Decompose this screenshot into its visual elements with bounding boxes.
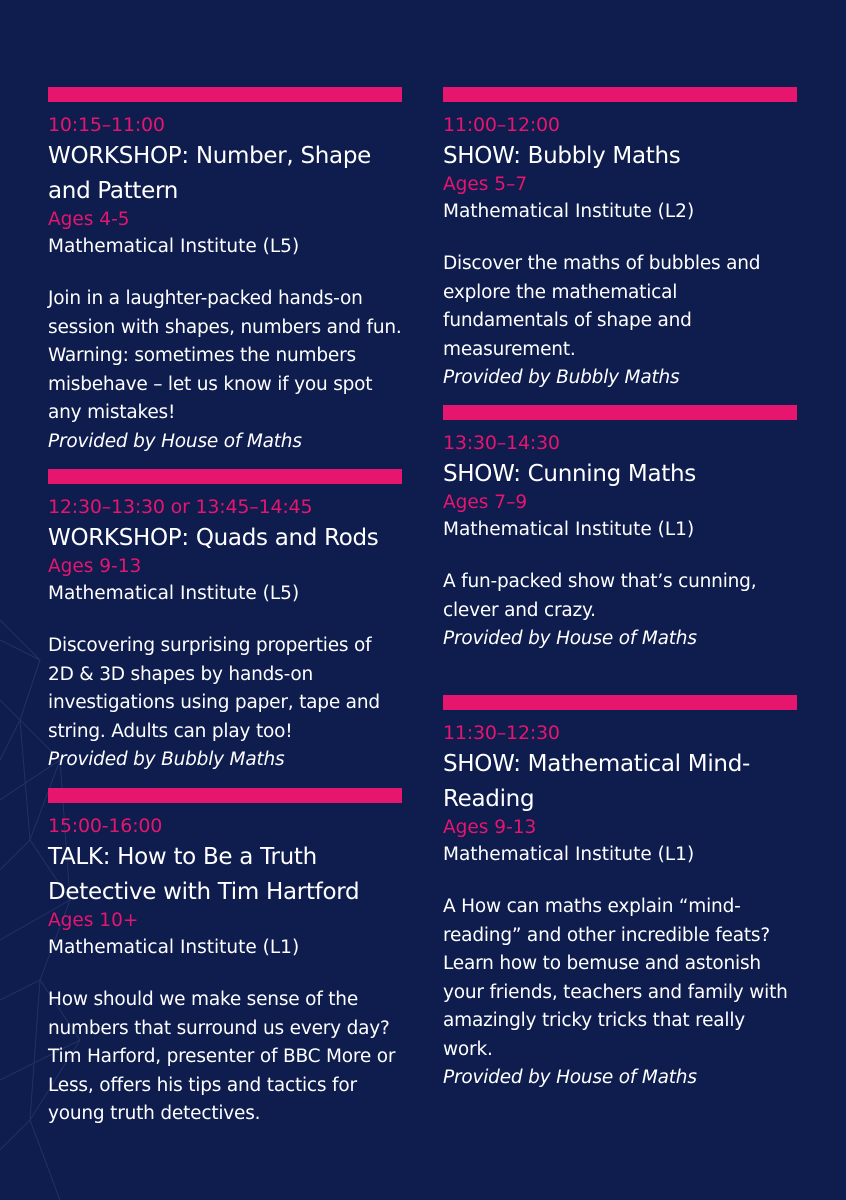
event-description: A How can maths explain “mind-reading” and other incredible feats? Learn how to bemuse and astonish your friends, teachers and family with amazingly tricky tricks that really work. — [443, 896, 788, 1060]
event-description: How should we make sense of the numbers that surround us every day? Tim Harford, presenter of BBC More or Less, offers his tips and tactics for young truth detectives. — [48, 989, 396, 1124]
event-title: WORKSHOP: Number, Shape and Pattern — [48, 143, 371, 204]
event-description: A fun-packed show that’s cunning, clever and crazy. — [443, 571, 757, 621]
event-provider: Provided by House of Maths — [443, 628, 697, 649]
event-provider: Provided by Bubbly Maths — [443, 367, 680, 388]
event-provider: Provided by House of Maths — [443, 1067, 697, 1088]
event-title: SHOW: Mathematical Mind-Reading — [443, 751, 750, 812]
event-venue: Mathematical Institute (L5) — [48, 583, 300, 604]
event-description: Discovering surprising properties of 2D & 3D shapes by hands-on investigations using paper, tape and string. Adults can play too! — [48, 635, 380, 742]
event-card — [48, 788, 402, 1129]
event-ages: Ages 9-13 — [443, 817, 537, 838]
event-description: Join in a laughter-packed hands-on session with shapes, numbers and fun. Warning: sometimes the numbers misbehave – let us know if you spot any mistakes! — [48, 288, 402, 423]
event-venue: Mathematical Institute (L1) — [443, 844, 695, 865]
divider-bar — [48, 87, 402, 102]
event-time: 12:30–13:30 or 13:45–14:45 — [48, 496, 313, 518]
event-card — [48, 87, 402, 456]
event-ages: Ages 7–9 — [443, 492, 528, 513]
event-title: TALK: How to Be a Truth Detective with Tim Hartford — [48, 844, 360, 905]
event-venue: Mathematical Institute (L2) — [443, 201, 695, 222]
event-ages: Ages 9-13 — [48, 556, 142, 577]
divider-bar — [48, 469, 402, 484]
divider-bar — [443, 87, 797, 102]
event-title: SHOW: Cunning Maths — [443, 461, 696, 487]
divider-bar — [443, 405, 797, 420]
event-venue: Mathematical Institute (L1) — [443, 519, 695, 540]
event-provider: Provided by Bubbly Maths — [48, 749, 285, 770]
event-ages: Ages 10+ — [48, 910, 139, 931]
event-card — [443, 695, 797, 1093]
event-time: 13:30–14:30 — [443, 432, 560, 454]
event-title: WORKSHOP: Quads and Rods — [48, 525, 379, 551]
event-time: 11:00–12:00 — [443, 114, 560, 136]
event-title: SHOW: Bubbly Maths — [443, 143, 681, 169]
event-time: 11:30–12:30 — [443, 722, 560, 744]
event-card — [443, 405, 797, 654]
event-card — [48, 469, 402, 775]
event-venue: Mathematical Institute (L1) — [48, 937, 300, 958]
event-provider: Provided by House of Maths — [48, 430, 302, 452]
divider-bar — [443, 695, 797, 710]
event-card — [443, 87, 797, 393]
event-description: Discover the maths of bubbles and explore the mathematical fundamentals of shape and measurement. — [443, 253, 761, 360]
divider-bar — [48, 788, 402, 803]
event-ages: Ages 5–7 — [443, 174, 528, 195]
event-venue: Mathematical Institute (L5) — [48, 236, 300, 257]
event-ages: Ages 4-5 — [48, 209, 130, 230]
event-time: 15:00-16:00 — [48, 815, 163, 837]
event-time: 10:15–11:00 — [48, 114, 165, 136]
